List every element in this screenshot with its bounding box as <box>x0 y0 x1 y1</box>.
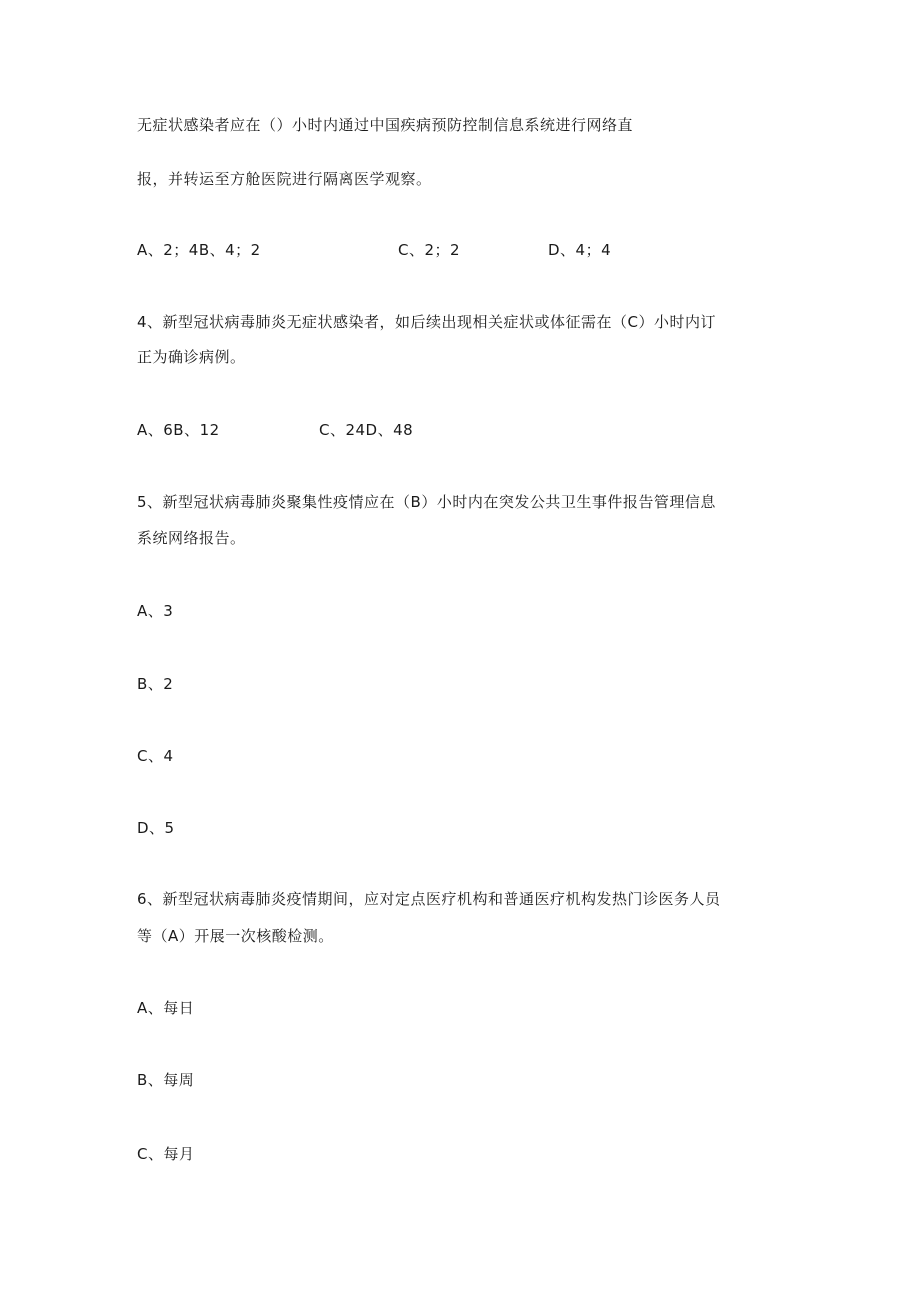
question-5-text-line-1: 5、新型冠状病毒肺炎聚集性疫情应在（B）小时内在突发公共卫生事件报告管理信息 <box>137 493 716 511</box>
question-3-text-line-1: 无症状感染者应在（）小时内通过中国疾病预防控制信息系统进行网络直 <box>137 116 634 134</box>
question-3-option-d: D、4；4 <box>548 241 612 259</box>
question-5-text-line-2: 系统网络报告。 <box>137 529 246 547</box>
question-3-text-line-2: 报，并转运至方舱医院进行隔离医学观察。 <box>137 170 432 188</box>
question-5-option-b: B、2 <box>137 675 174 693</box>
question-5-option-d: D、5 <box>137 819 175 837</box>
question-5-option-c: C、4 <box>137 747 174 765</box>
question-6-option-b: B、每周 <box>137 1071 195 1089</box>
question-6-text-line-1: 6、新型冠状病毒肺炎疫情期间，应对定点医疗机构和普通医疗机构发热门诊医务人员 <box>137 890 721 908</box>
question-4-text-line-1: 4、新型冠状病毒肺炎无症状感染者，如后续出现相关症状或体征需在（C）小时内订 <box>137 313 717 331</box>
question-6-option-c: C、每月 <box>137 1145 195 1163</box>
question-6-text-line-2: 等（A）开展一次核酸检测。 <box>137 927 334 945</box>
question-4-option-ab: A、6B、12 <box>137 421 220 439</box>
question-4-text-line-2: 正为确诊病例。 <box>137 348 246 366</box>
question-6-option-a: A、每日 <box>137 999 195 1017</box>
question-3-option-c: C、2；2 <box>398 241 461 259</box>
question-4-option-cd: C、24D、48 <box>319 421 414 439</box>
question-5-option-a: A、3 <box>137 602 174 620</box>
question-3-option-ab: A、2；4B、4；2 <box>137 241 261 259</box>
